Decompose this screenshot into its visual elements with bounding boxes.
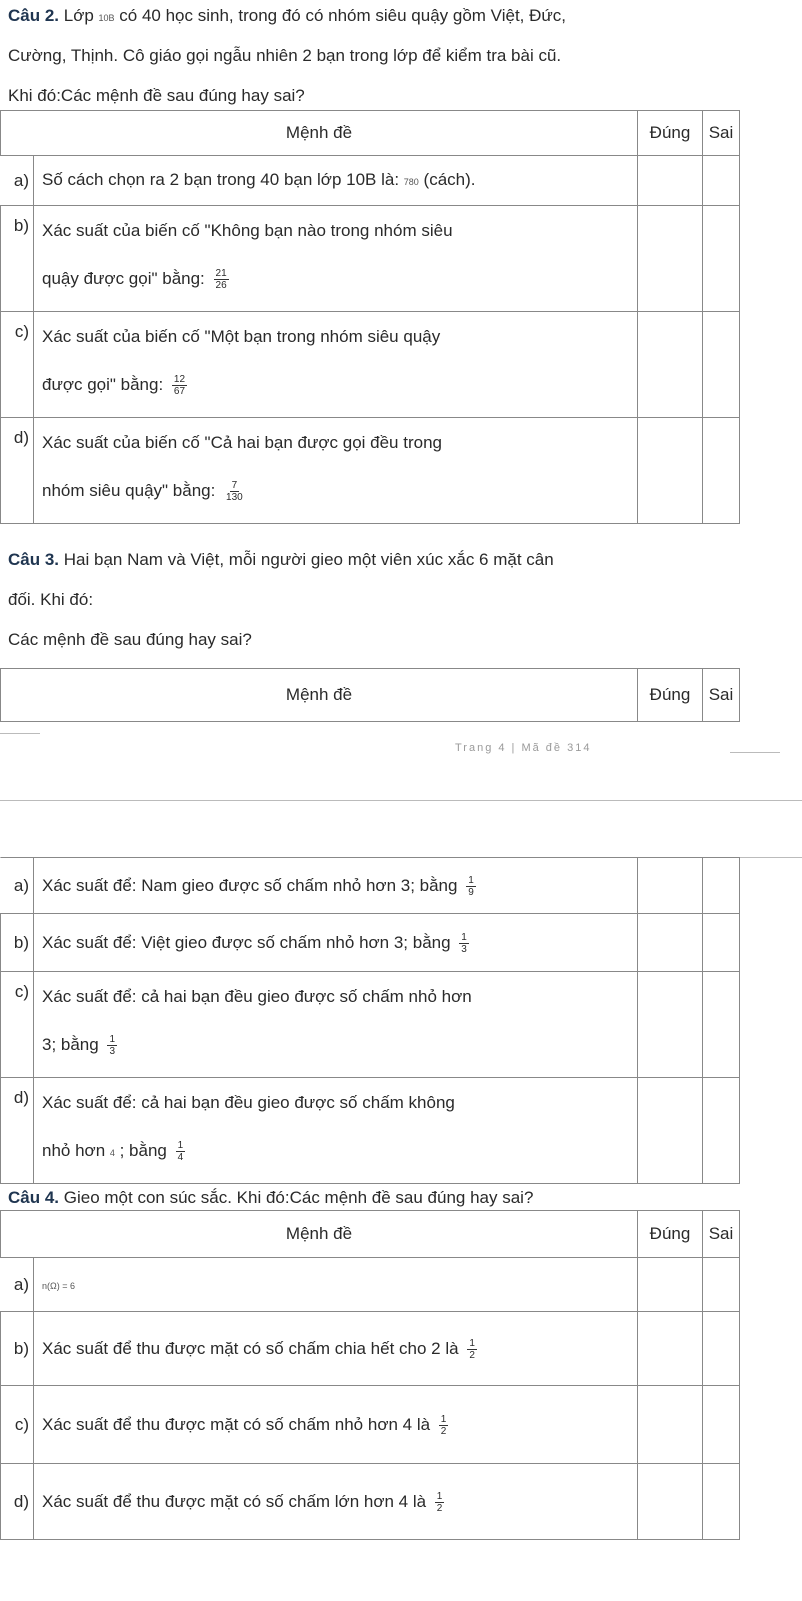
fraction: $\frac{1}{4}$ — [177, 1140, 184, 1164]
header-true: Đúng — [638, 669, 703, 722]
answer-true-cell[interactable] — [638, 1258, 703, 1312]
q2-line2: Cường, Thịnh. Cô giáo gọi ngẫu nhiên 2 bạn trong lớp để kiểm tra bài cũ. — [8, 46, 562, 65]
q2-row-c: Xác suất của biến cố "Một bạn trong nhóm siêu quậy được gọi" bằng: $\frac{12}{67}$ — [34, 312, 638, 418]
answer-false-cell[interactable] — [703, 1312, 740, 1386]
answer-true-cell[interactable] — [638, 1386, 703, 1464]
row-label: b) — [1, 1312, 34, 1386]
divider — [730, 752, 780, 753]
fraction: $\frac{1}{2}$ — [469, 1337, 475, 1361]
q3-row-b: Xác suất để: Việt gieo được số chấm nhỏ hơn 3; bằng $\frac{1}{3}$ — [34, 914, 638, 972]
answer-false-cell[interactable] — [703, 858, 740, 914]
q4-row-d: Xác suất để thu được mặt có số chấm lớn hơn 4 là $\frac{1}{2}$ — [34, 1464, 638, 1540]
row-label: c) — [1, 312, 34, 418]
row-label: a) — [1, 156, 34, 206]
answer-true-cell[interactable] — [638, 418, 703, 524]
answer-true-cell[interactable] — [638, 312, 703, 418]
answer-false-cell[interactable] — [703, 156, 740, 206]
fraction: $\frac{12}{67}$ — [173, 374, 186, 398]
answer-true-cell[interactable] — [638, 972, 703, 1078]
divider — [0, 733, 40, 734]
row-label: d) — [1, 1464, 34, 1540]
answer-true-cell[interactable] — [638, 156, 703, 206]
q4-line1: Câu 4. Gieo một con súc sắc. Khi đó:Các mệnh đề sau đúng hay sai? — [8, 1188, 534, 1207]
row-label: c) — [1, 1386, 34, 1464]
header-false: Sai — [703, 1211, 740, 1258]
answer-true-cell[interactable] — [638, 206, 703, 312]
answer-true-cell[interactable] — [638, 914, 703, 972]
page-break-line — [0, 800, 802, 801]
q4-row-c: Xác suất để thu được mặt có số chấm nhỏ hơn 4 là $\frac{1}{2}$ — [34, 1386, 638, 1464]
q4-row-a: n(Ω) = 6 — [34, 1258, 638, 1312]
header-true: Đúng — [638, 1211, 703, 1258]
q2-table — [0, 110, 740, 524]
header-statement: Mệnh đề — [1, 1211, 638, 1258]
answer-false-cell[interactable] — [703, 206, 740, 312]
answer-true-cell[interactable] — [638, 1078, 703, 1184]
row-label: a) — [1, 858, 34, 914]
row-label: b) — [1, 206, 34, 312]
row-label: c) — [1, 972, 34, 1078]
row-label: a) — [1, 1258, 34, 1312]
q3-table-header — [0, 668, 740, 722]
q2-line3: Khi đó:Các mệnh đề sau đúng hay sai? — [8, 86, 305, 105]
fraction: $\frac{1}{3}$ — [109, 1034, 116, 1058]
answer-false-cell[interactable] — [703, 1464, 740, 1540]
q2-row-b: Xác suất của biến cố "Không bạn nào trong nhóm siêu quậy được gọi" bằng: $\frac{21}{26}$ — [34, 206, 638, 312]
answer-false-cell[interactable] — [703, 1078, 740, 1184]
q4-row-b: Xác suất để thu được mặt có số chấm chia hết cho 2 là $\frac{1}{2}$ — [34, 1312, 638, 1386]
answer-false-cell[interactable] — [703, 1258, 740, 1312]
row-label: d) — [1, 418, 34, 524]
q2-row-a: Số cách chọn ra 2 bạn trong 40 bạn lớp 10B là: 780 (cách). — [34, 156, 638, 206]
fraction: $\frac{1}{9}$ — [468, 874, 474, 898]
fraction: $\frac{7}{130}$ — [226, 480, 243, 504]
q3-row-a: Xác suất để: Nam gieo được số chấm nhỏ hơn 3; bằng $\frac{1}{9}$ — [34, 858, 638, 914]
fraction: $\frac{21}{26}$ — [215, 268, 227, 292]
q3-table — [0, 857, 740, 1184]
page-footer: Trang 4 | Mã đề 314 — [455, 742, 592, 754]
fraction: $\frac{1}{2}$ — [436, 1490, 443, 1514]
q3-line3: Các mệnh đề sau đúng hay sai? — [8, 630, 252, 649]
fraction: $\frac{1}{2}$ — [440, 1413, 447, 1437]
header-false: Sai — [703, 111, 740, 156]
header-true: Đúng — [638, 111, 703, 156]
q4-table — [0, 1210, 740, 1540]
answer-true-cell[interactable] — [638, 1312, 703, 1386]
row-label: d) — [1, 1078, 34, 1184]
fraction: $\frac{1}{3}$ — [461, 931, 467, 955]
answer-false-cell[interactable] — [703, 312, 740, 418]
answer-false-cell[interactable] — [703, 972, 740, 1078]
q3-line2: đối. Khi đó: — [8, 590, 94, 609]
q2-line1: Câu 2. Lớp 10B có 40 học sinh, trong đó có nhóm siêu quậy gồm Việt, Đức, — [8, 6, 566, 25]
answer-true-cell[interactable] — [638, 858, 703, 914]
q2-row-d: Xác suất của biến cố "Cả hai bạn được gọi đều trong nhóm siêu quậy" bằng: $\frac{7}{130}$ — [34, 418, 638, 524]
answer-false-cell[interactable] — [703, 1386, 740, 1464]
answer-false-cell[interactable] — [703, 418, 740, 524]
header-statement: Mệnh đề — [1, 669, 638, 722]
q3-row-c: Xác suất để: cả hai bạn đều gieo được số chấm nhỏ hơn 3; bằng $\frac{1}{3}$ — [34, 972, 638, 1078]
answer-false-cell[interactable] — [703, 914, 740, 972]
q3-line1: Câu 3. Hai bạn Nam và Việt, mỗi người gieo một viên xúc xắc 6 mặt cân — [8, 550, 554, 569]
q3-row-d: Xác suất để: cả hai bạn đều gieo được số chấm không nhỏ hơn 4 ; bằng $\frac{1}{4}$ — [34, 1078, 638, 1184]
header-statement: Mệnh đề — [1, 111, 638, 156]
header-false: Sai — [703, 669, 740, 722]
row-label: b) — [1, 914, 34, 972]
answer-true-cell[interactable] — [638, 1464, 703, 1540]
